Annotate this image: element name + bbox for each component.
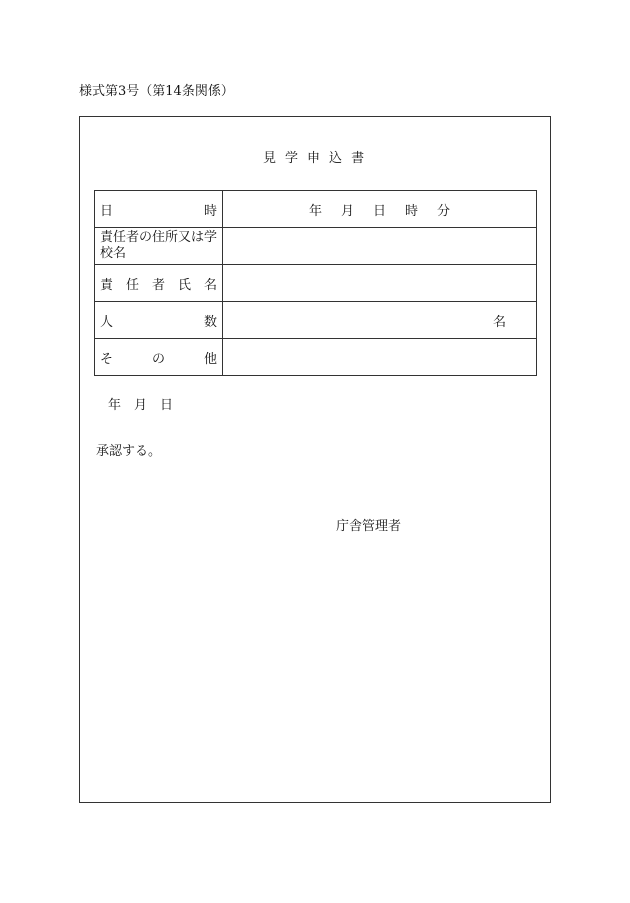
label-char: 他 <box>203 351 217 367</box>
label-char: 数 <box>203 314 217 330</box>
label-datetime <box>95 191 223 228</box>
label-char: 任 <box>125 277 139 293</box>
approval-text: 承認する。 <box>96 444 162 459</box>
label-other <box>95 339 223 376</box>
month-unit: 月 <box>340 203 354 219</box>
value-address[interactable] <box>223 228 537 265</box>
label-char: 氏 <box>177 277 191 293</box>
title-char: 見 <box>263 151 286 166</box>
label-char: そ <box>100 351 114 367</box>
form-number: 様式第3号（第14条関係） <box>79 84 234 99</box>
minute-unit: 分 <box>436 203 450 219</box>
label-char: 日 <box>100 203 114 219</box>
row-name <box>95 265 537 302</box>
title-char: 込 <box>329 151 352 166</box>
label-char: 者 <box>151 277 165 293</box>
date-year: 年 <box>108 398 122 413</box>
manager-title: 庁舎管理者 <box>336 519 402 534</box>
value-count[interactable] <box>223 302 537 339</box>
year-unit: 年 <box>309 203 323 219</box>
label-address <box>95 228 223 265</box>
label-char: 人 <box>100 314 114 330</box>
date-month: 月 <box>134 398 148 413</box>
title-char: 申 <box>307 151 330 166</box>
title-char: 書 <box>351 151 374 166</box>
count-unit: 名 <box>492 314 506 330</box>
row-count <box>95 302 537 339</box>
application-date <box>108 394 173 413</box>
label-count <box>95 302 223 339</box>
value-other[interactable] <box>223 339 537 376</box>
row-other <box>95 339 537 376</box>
label-char: 時 <box>203 203 217 219</box>
label-char: 責 <box>100 277 114 293</box>
value-name[interactable] <box>223 265 537 302</box>
application-table <box>94 190 537 376</box>
label-name <box>95 265 223 302</box>
form-title <box>263 147 373 166</box>
value-datetime[interactable] <box>223 191 537 228</box>
label-char: の <box>151 351 165 367</box>
label-char: 名 <box>203 277 217 293</box>
day-unit: 日 <box>372 203 386 219</box>
title-char: 学 <box>285 151 308 166</box>
address-label: 責任者の住所又は学校名 <box>100 230 218 261</box>
row-address <box>95 228 537 265</box>
hour-unit: 時 <box>404 203 418 219</box>
date-day: 日 <box>160 398 174 413</box>
row-datetime <box>95 191 537 228</box>
